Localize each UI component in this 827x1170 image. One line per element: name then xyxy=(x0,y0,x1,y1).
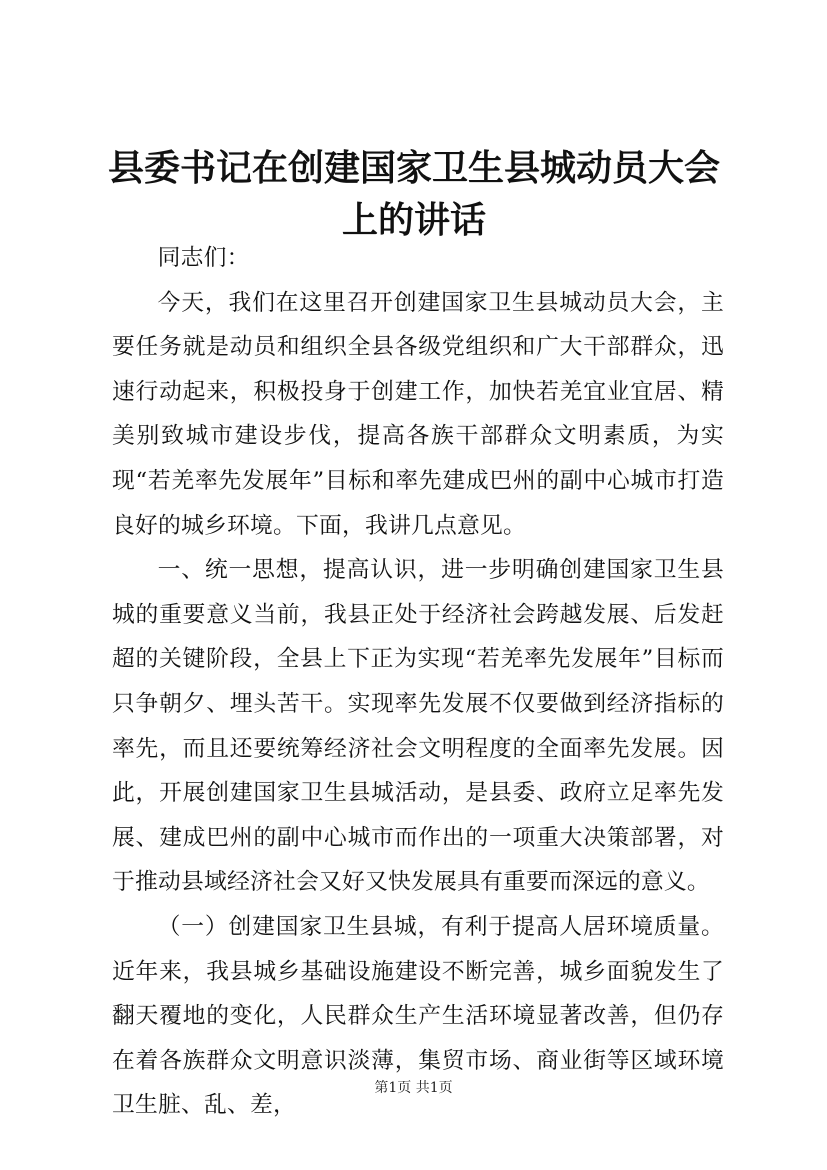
body-paragraph: 一、统一思想，提高认识，进一步明确创建国家卫生县城的重要意义当前，我县正处于经济社会跨越发展、后发赶超的关键阶段，全县上下正为实现“若羌率先发展年”目标而只争朝夕、埋头苦干。实现率先发展不仅要做到经济指标的率先，而且还要统筹经济社会文明程度的全面率先发展。因此，开展创建国家卫生县城活动，是县委、政府立足率先发展、建成巴州的副中心城市而作出的一项重大决策部署，对于推动县域经济社会又好又快发展具有重要而深远的意义。 xyxy=(112,557,724,896)
body-paragraph: （一）创建国家卫生县城，有利于提高人居环境质量。近年来，我县城乡基础设施建设不断完善，城乡面貌发生了翻天覆地的变化，人民群众生产生活环境显著改善，但仍存在着各族群众文明意识淡薄，集贸市场、商业街等区域环境卫生脏、乱、差， xyxy=(112,913,724,1119)
document-title: 县委书记在创建国家卫生县城动员大会上的讲话 xyxy=(108,147,721,241)
body-paragraph: 今天，我们在这里召开创建国家卫生县城动员大会，主要任务就是动员和组织全县各级党组织和广大干部群众，迅速行动起来，积极投身于创建工作，加快若羌宜业宜居、精美别致城市建设步伐，提高各族干部群众文明素质，为实现“若羌率先发展年”目标和率先建成巴州的副中心城市打造良好的城乡环境。下面，我讲几点意见。 xyxy=(112,289,724,539)
page-footer: 第1页 共1页 xyxy=(374,1080,453,1096)
salutation-paragraph: 同志们： xyxy=(157,245,250,271)
document-body xyxy=(112,236,724,1128)
